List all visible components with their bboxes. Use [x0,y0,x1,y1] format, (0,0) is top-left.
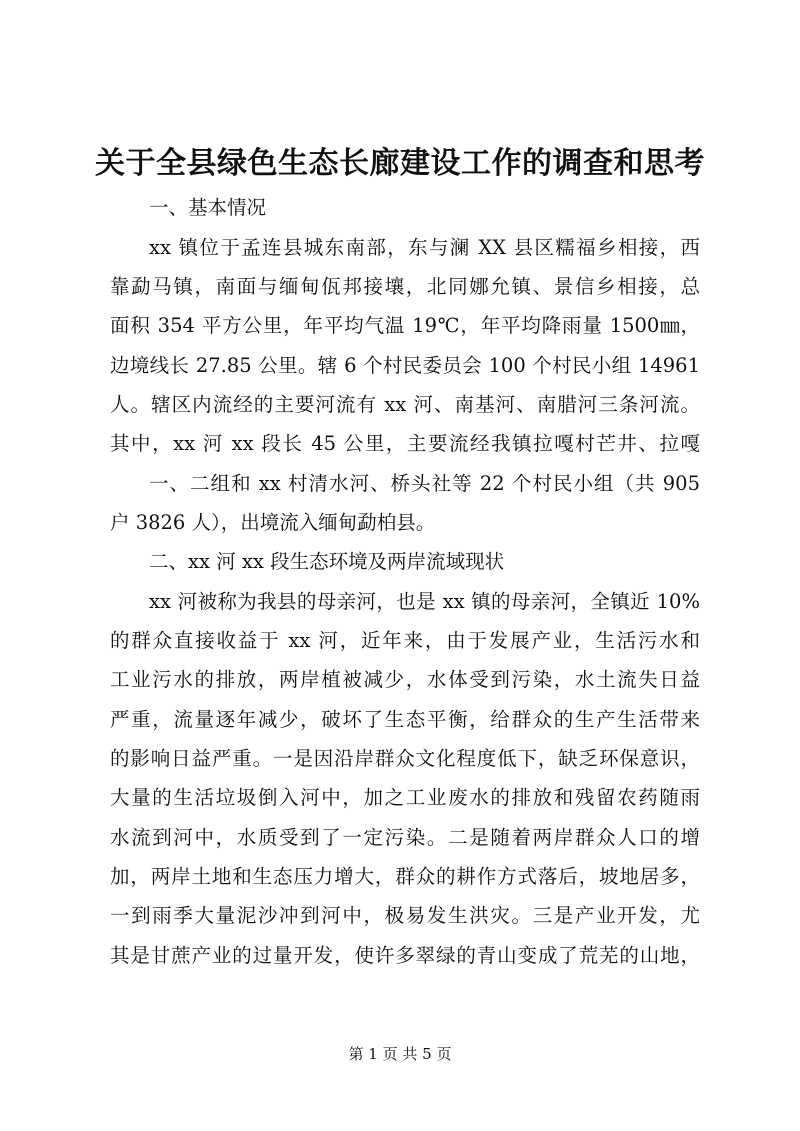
paragraph-line: 其中，xx 河 xx 段长 45 公里，主要流经我镇拉嘎村芒井、拉嘎 [110,432,700,455]
paragraph-line: 一到雨季大量泥沙冲到河中，极易发生洪灾。三是产业开发，尤 [110,904,700,927]
section-heading-river-status: 二、xx 河 xx 段生态环境及两岸流域现状 [149,550,505,573]
document-title: 关于全县绿色生态长廊建设工作的调查和思考 [95,146,705,181]
paragraph-line: xx 镇位于孟连县城东南部，东与澜 XX 县区糯福乡相接，西 [149,236,700,259]
paragraph-line: xx 河被称为我县的母亲河，也是 xx 镇的母亲河，全镇近 10% [149,590,700,613]
section-heading-basic-info: 一、基本情况 [149,196,267,219]
page-number-footer: 第 1 页 共 5 页 [348,1045,452,1063]
paragraph-line: 一、二组和 xx 村清水河、桥头社等 22 个村民小组（共 905 [149,472,700,495]
paragraph-line: 户 3826 人），出境流入缅甸勐柏县。 [110,511,436,534]
paragraph-line: 大量的生活垃圾倒入河中，加之工业废水的排放和残留农药随雨 [110,786,700,809]
paragraph-line: 水流到河中，水质受到了一定污染。二是随着两岸群众人口的增 [110,826,700,849]
paragraph-line: 的群众直接收益于 xx 河，近年来，由于发展产业，生活污水和 [110,629,700,652]
paragraph-line: 严重，流量逐年减少，破坏了生态平衡，给群众的生产生活带来 [110,708,700,731]
paragraph-line: 工业污水的排放，两岸植被减少，水体受到污染，水土流失日益 [110,668,700,691]
paragraph-line: 面积 354 平方公里，年平均气温 19℃，年平均降雨量 1500㎜， [110,314,700,337]
paragraph-line: 加，两岸土地和生态压力增大，群众的耕作方式落后，坡地居多， [110,865,700,888]
paragraph-line: 靠勐马镇，南面与缅甸佤邦接壤，北同娜允镇、景信乡相接，总 [110,275,700,298]
paragraph-line: 人。辖区内流经的主要河流有 xx 河、南基河、南腊河三条河流。 [110,393,700,416]
paragraph-line: 其是甘蔗产业的过量开发，使许多翠绿的青山变成了荒芜的山地， [110,944,700,967]
paragraph-line: 的影响日益严重。一是因沿岸群众文化程度低下，缺乏环保意识， [110,747,700,770]
paragraph-line: 边境线长 27.85 公里。辖 6 个村民委员会 100 个村民小组 14961 [110,354,700,377]
